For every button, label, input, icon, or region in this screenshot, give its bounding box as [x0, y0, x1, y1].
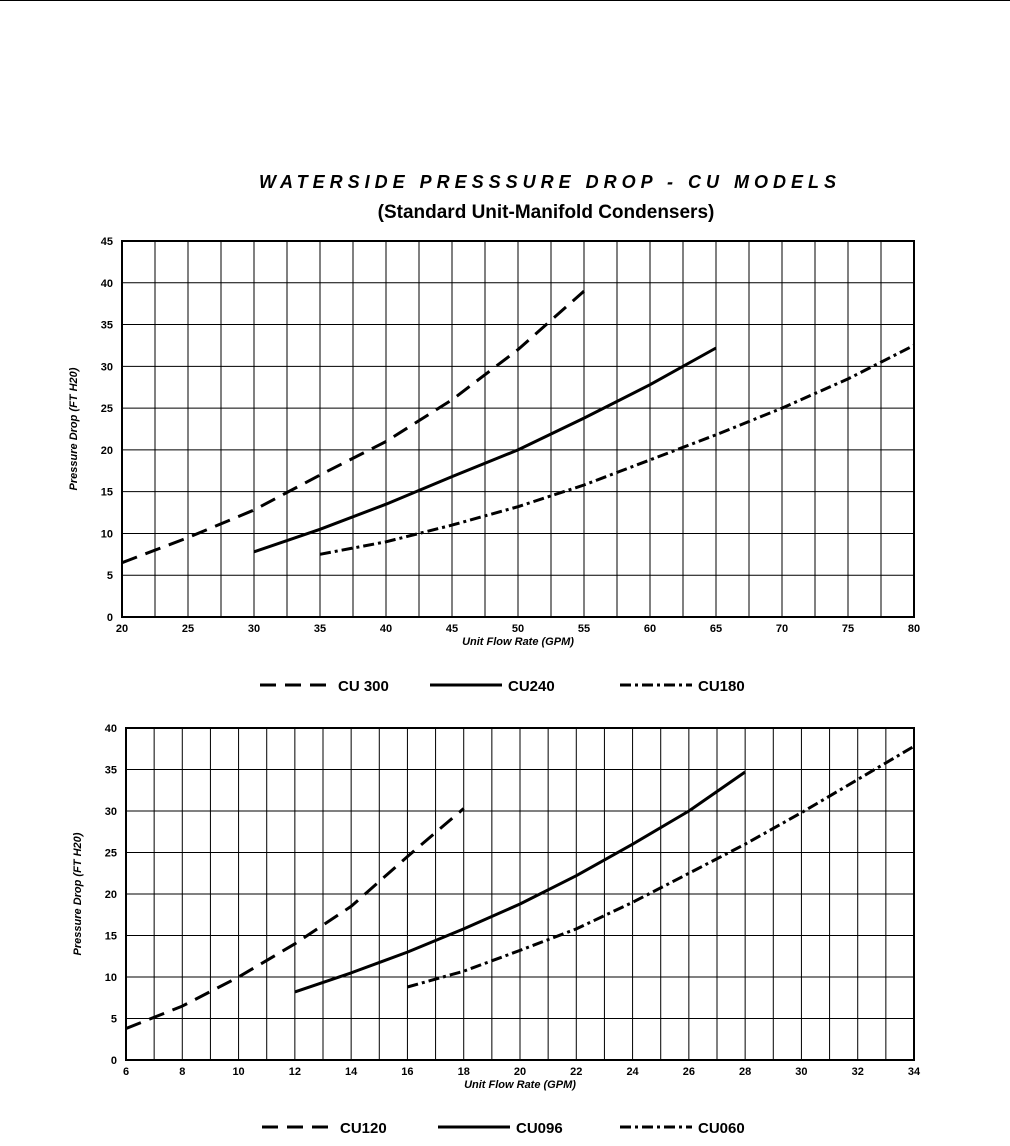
x-tick-label: 75	[841, 623, 855, 635]
x-tick-label: 20	[513, 1066, 527, 1078]
x-tick-label: 26	[682, 1066, 695, 1078]
y-axis-label: Pressure Drop (FT H20)	[68, 367, 80, 491]
y-tick-label: 30	[100, 361, 113, 374]
x-tick-label: 12	[288, 1066, 301, 1078]
x-tick-label: 32	[851, 1066, 864, 1078]
x-tick-label: 8	[179, 1066, 186, 1078]
x-tick-label: 80	[907, 623, 921, 635]
x-tick-label: 40	[379, 623, 393, 635]
x-axis-label: Unit Flow Rate (GPM)	[462, 636, 574, 648]
y-tick-label: 15	[100, 486, 113, 499]
y-tick-label: 40	[100, 277, 113, 290]
legend-label: CU120	[340, 1120, 387, 1137]
y-tick-label: 25	[100, 403, 113, 416]
x-tick-label: 22	[570, 1066, 583, 1078]
chart-subtitle: (Standard Unit-Manifold Condensers)	[377, 202, 715, 223]
x-tick-label: 34	[907, 1066, 921, 1078]
y-tick-label: 10	[104, 972, 117, 984]
x-tick-label: 30	[247, 623, 261, 635]
y-tick-label: 5	[110, 1013, 117, 1026]
x-tick-label: 28	[739, 1066, 752, 1078]
y-tick-label: 5	[106, 570, 113, 583]
legend-label: CU180	[698, 678, 745, 695]
y-tick-label: 20	[104, 889, 117, 901]
y-tick-label: 20	[100, 444, 113, 457]
legend-label: CU060	[698, 1120, 745, 1137]
y-tick-label: 35	[104, 764, 117, 777]
y-tick-label: 40	[104, 723, 117, 735]
x-tick-label: 70	[775, 623, 789, 635]
top-pressure-drop-chart	[0, 225, 1010, 705]
x-tick-label: 25	[181, 623, 195, 635]
legend-label: CU240	[508, 678, 555, 695]
legend-label: CU 300	[338, 678, 389, 695]
x-tick-label: 20	[115, 623, 129, 635]
y-tick-label: 30	[104, 806, 117, 818]
bottom-pressure-drop-chart	[0, 710, 1010, 1145]
y-tick-label: 15	[104, 930, 117, 943]
y-tick-label: 25	[104, 847, 117, 860]
chart-title: WATERSIDE PRESSSURE DROP - CU MODELS	[258, 172, 842, 192]
x-tick-label: 45	[445, 623, 459, 635]
top-rule	[0, 0, 1010, 1]
x-tick-label: 65	[709, 623, 723, 635]
y-axis-label: Pressure Drop (FT H20)	[72, 832, 84, 956]
x-tick-label: 55	[577, 623, 591, 635]
x-tick-label: 18	[457, 1066, 470, 1078]
y-tick-label: 0	[106, 612, 113, 624]
x-tick-label: 35	[313, 623, 327, 635]
x-tick-label: 30	[795, 1066, 808, 1078]
x-axis-label: Unit Flow Rate (GPM)	[464, 1079, 576, 1091]
x-tick-label: 6	[122, 1066, 130, 1078]
x-tick-label: 24	[626, 1066, 639, 1078]
x-tick-label: 10	[232, 1066, 245, 1078]
y-tick-label: 35	[100, 319, 113, 332]
y-tick-label: 10	[100, 528, 113, 541]
x-tick-label: 16	[401, 1066, 414, 1078]
y-tick-label: 0	[110, 1055, 117, 1067]
y-tick-label: 45	[100, 236, 113, 248]
x-tick-label: 60	[643, 623, 657, 635]
x-tick-label: 14	[345, 1066, 358, 1078]
x-tick-label: 50	[511, 623, 525, 635]
legend-label: CU096	[516, 1120, 563, 1137]
